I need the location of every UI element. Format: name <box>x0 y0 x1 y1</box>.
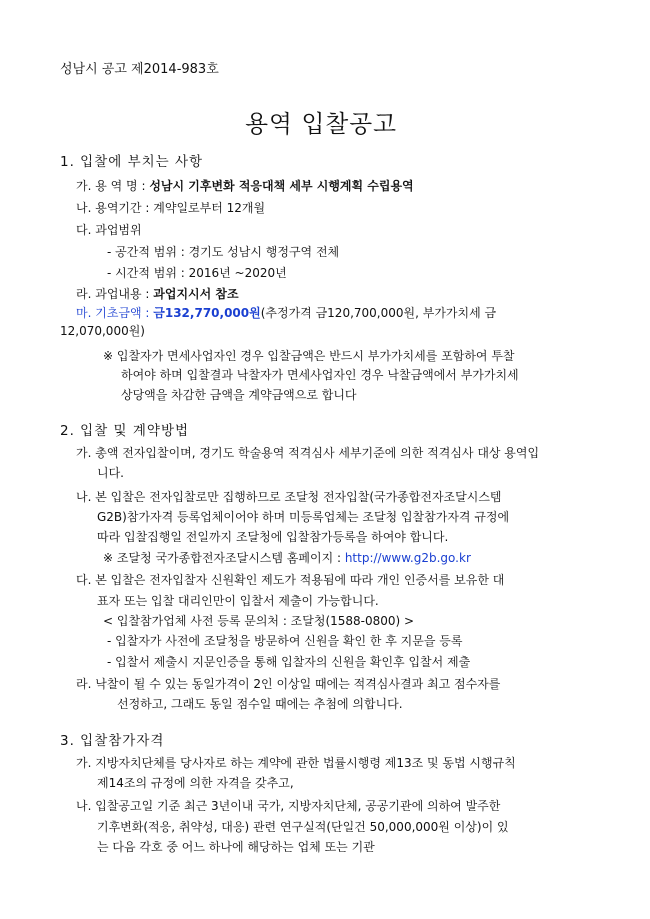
s2-na-line-3: 따라 입찰집행일 전일까지 조달청에 입찰참가등록을 하여야 합니다. <box>97 530 449 544</box>
s2-da-step-2: - 입찰서 제출시 지문인증을 통해 입찰자의 신원을 확인후 입찰서 제출 <box>107 655 471 669</box>
base-amount: 금132,770,000원 <box>153 306 261 320</box>
s3-ga-line-2: 제14조의 규정에 의한 자격을 갖추고, <box>97 776 294 790</box>
s2-da-contact: < 입찰참가업체 사전 등록 문의처 : 조달청(1588-0800) > <box>103 614 415 628</box>
s2-ra-line-1: 라. 낙찰이 될 수 있는 동일가격이 2인 이상일 때에는 적격심사결과 최고 점수자를 <box>76 677 501 691</box>
g2b-url-link[interactable]: http://www.g2b.go.kr <box>344 551 471 565</box>
s3-na-line-3: 는 다음 각호 중 어느 하나에 해당하는 업체 또는 기관 <box>97 840 375 854</box>
section-3-heading: 3. 입찰참가자격 <box>60 733 165 749</box>
note-line-3: 상당액을 차감한 금액을 계약금액으로 합니다 <box>121 388 357 402</box>
content-ref: 과업지시서 참조 <box>153 287 239 301</box>
vat-amount: 12,070,000원) <box>60 324 145 338</box>
item-na-period: 나. 용역기간 : 계약일로부터 12개월 <box>76 201 266 215</box>
g2b-note-label: ※ 조달청 국가종합전자조달시스템 홈페이지 : <box>103 551 345 565</box>
note-line-2: 하여야 하며 입찰결과 낙찰자가 면세사업자인 경우 낙찰금액에서 부가가치세 <box>121 368 519 382</box>
estimate-text: (추정가격 금120,700,000원, 부가가치세 금 <box>260 306 497 320</box>
s2-ra-line-2: 선정하고, 그래도 동일 점수일 때에는 추첨에 의합니다. <box>117 697 403 711</box>
item-ra-content <box>76 287 239 301</box>
s2-da-line-1: 다. 본 입찰은 전자입찰자 신원확인 제도가 적용됨에 따라 개인 인증서를 보유한 대 <box>76 573 505 587</box>
s2-ga-line-1: 가. 총액 전자입찰이며, 경기도 학술용역 적격심사 세부기준에 의한 적격심사 대상 용역입 <box>76 446 540 460</box>
s2-da-line-2: 표자 또는 입찰 대리인만이 입찰서 제출이 가능합니다. <box>97 594 379 608</box>
notice-number: 성남시 공고 제2014-983호 <box>60 62 219 77</box>
item-ma-base-amount <box>76 306 586 320</box>
s2-ga-line-2: 니다. <box>97 466 124 480</box>
document-title: 용역 입찰공고 <box>245 110 398 138</box>
service-name: 성남시 기후변화 적응대책 세부 시행계획 수립용역 <box>149 179 414 193</box>
g2b-note <box>103 551 471 565</box>
s3-na-line-1: 나. 입찰공고일 기준 최근 3년이내 국가, 지방자치단체, 공공기관에 의하여 발주한 <box>76 799 501 813</box>
section-1-heading: 1. 입찰에 부치는 사항 <box>60 154 204 170</box>
s3-ga-line-1: 가. 지방자치단체를 당사자로 하는 계약에 관한 법률시행령 제13조 및 동법 시행규칙 <box>76 756 516 770</box>
scope-spatial: - 공간적 범위 : 경기도 성남시 행정구역 전체 <box>107 245 340 259</box>
scope-temporal: - 시간적 범위 : 2016년 ~2020년 <box>107 266 287 280</box>
item-da-scope: 다. 과업범위 <box>76 223 142 237</box>
section-2-heading: 2. 입찰 및 계약방법 <box>60 423 190 439</box>
s2-na-line-1: 나. 본 입찰은 전자입찰로만 집행하므로 조달청 전자입찰(국가종합전자조달시스템 <box>76 490 502 504</box>
s2-da-step-1: - 입찰자가 사전에 조달청을 방문하여 신원을 확인 한 후 지문을 등록 <box>107 634 463 648</box>
base-amount-label: 마. 기초금액 : <box>76 306 154 320</box>
note-line-1: ※ 입찰자가 면세사업자인 경우 입찰금액은 반드시 부가가치세를 포함하여 투찰 <box>103 349 515 363</box>
s2-na-line-2: G2B)참가자격 등록업체이어야 하며 미등록업체는 조달청 입찰참가자격 규정에 <box>97 510 510 524</box>
s3-na-line-2: 기후변화(적응, 취약성, 대응) 관련 연구실적(단일건 50,000,000원 이상)이 있 <box>97 820 509 834</box>
item-label: 라. 과업내용 : <box>76 287 154 301</box>
item-ga-service-name <box>76 179 414 193</box>
item-label: 가. 용 역 명 : <box>76 179 150 193</box>
